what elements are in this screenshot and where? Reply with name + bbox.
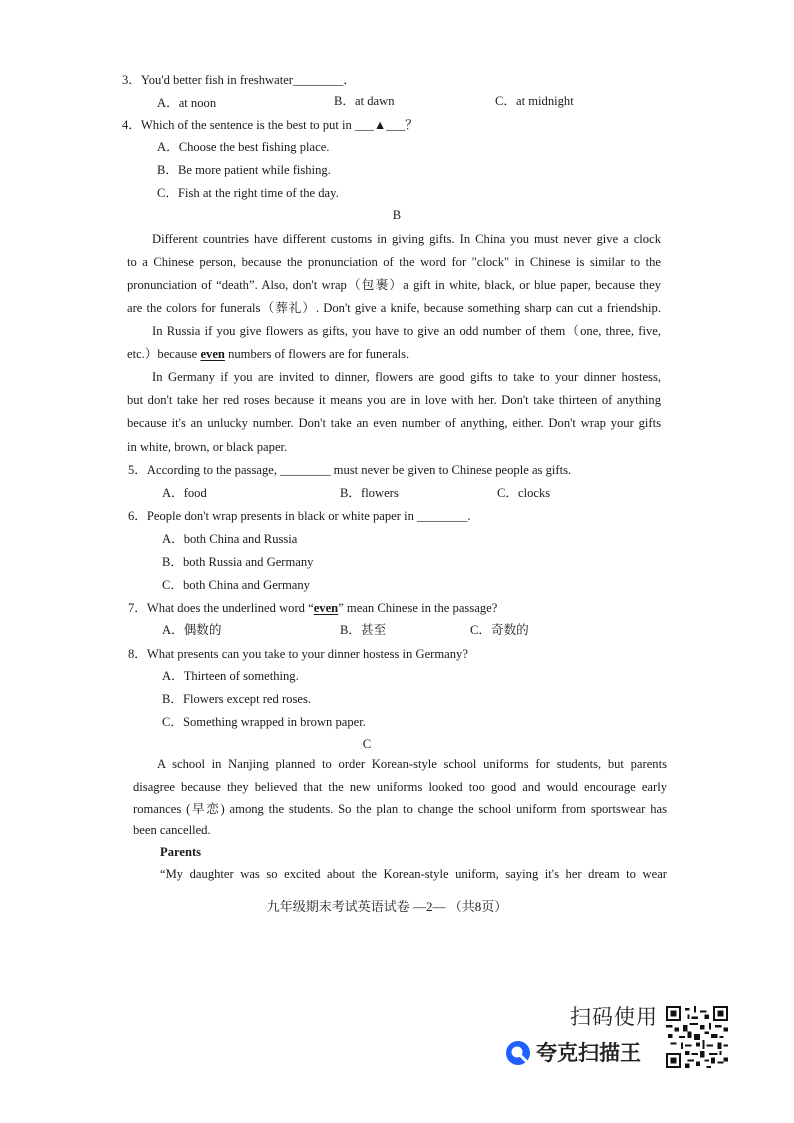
passage-c-line: romances (早恋) among the students. So the plan to change the school uniform from sportswear has (133, 802, 667, 816)
passage-c-line: A school in Nanjing planned to order Korean-style school uniforms for students, but parents (157, 757, 667, 771)
question-4: 4．Which of the sentence is the best to put in ___▲___？ (122, 118, 418, 132)
section-b-heading: B (392, 208, 402, 222)
underlined-word-even: even (200, 347, 225, 361)
question-6: 6．People don't wrap presents in black or white paper in ________. (128, 509, 471, 523)
passage-text: numbers of flowers are for funerals. (224, 347, 410, 361)
question-8-option-a: A．Thirteen of something. (162, 669, 299, 683)
passage-b-line: to a Chinese person, because the pronunciation of the word for "clock" in Chinese is similar to the (127, 255, 661, 269)
question-8-option-c: C．Something wrapped in brown paper. (162, 715, 366, 729)
parents-subheading: Parents (160, 845, 202, 859)
passage-c-line: been cancelled. (133, 823, 211, 837)
passage-c-line: “My daughter was so excited about the Korean-style uniform, saying it's her dream to wear (160, 867, 667, 881)
question-3: 3．You'd better fish in freshwater________． (122, 73, 356, 87)
question-3-option-c: C．at midnight (495, 94, 574, 108)
question-6-option-a: A．both China and Russia (162, 532, 298, 546)
question-4-option-b: B．Be more patient while fishing. (157, 163, 331, 177)
question-7 (128, 600, 497, 616)
question-5-option-b: B．flowers (340, 486, 399, 500)
passage-b-line: because it's an unlucky number. Don't take an even number of anything, either. Don't wrap your gifts (127, 416, 661, 430)
question-4-option-a: A．Choose the best fishing place. (157, 140, 330, 154)
scan-caption: 扫码使用 (570, 1005, 658, 1029)
question-5-option-c: C．clocks (497, 486, 551, 500)
question-3-option-a: A．at noon (157, 96, 217, 110)
question-7-option-c: C．奇数的 (470, 623, 529, 637)
question-5-option-a: A．food (162, 486, 207, 500)
question-5: 5．According to the passage, ________ must never be given to Chinese people as gifts. (128, 463, 572, 477)
passage-c-line: disagree because they believed that the new uniforms looked too good and would encourage early (133, 780, 667, 794)
question-8-option-b: B．Flowers except red roses. (162, 692, 311, 706)
question-7-option-b: B．甚至 (340, 623, 387, 637)
qr-code-icon[interactable] (666, 1006, 728, 1068)
question-3-option-b: B．at dawn (334, 94, 395, 108)
question-8: 8．What presents can you take to your dinner hostess in Germany? (128, 647, 468, 661)
passage-b-line: In Russia if you give flowers as gifts, you have to give an odd number of them（one, three, five, (152, 324, 661, 338)
passage-b-line (127, 346, 409, 362)
question-4-option-c: C．Fish at the right time of the day. (157, 186, 339, 200)
passage-b-line: but don't take her red roses because it means you are in love with her. Don't take thirteen of anything (127, 393, 661, 407)
page-footer: 九年级期末考试英语试卷 —2— （共8页） (266, 899, 508, 914)
passage-b-line: In Germany if you are invited to dinner, flowers are good gifts to take to your dinner hostess, (152, 370, 661, 384)
question-text: 7．What does the underlined word “ (128, 601, 314, 615)
question-text: ” mean Chinese in the passage? (338, 601, 498, 615)
quark-logo-icon (505, 1040, 531, 1066)
passage-b-line: in white, brown, or black paper. (127, 440, 288, 454)
section-c-heading: C (362, 737, 372, 751)
question-6-option-b: B．both Russia and Germany (162, 555, 314, 569)
underlined-word-even: even (313, 601, 339, 615)
passage-b-line: pronunciation of “death”. Also, don't wrap（包裹）a gift in white, black, or blue paper, because they (127, 278, 661, 292)
question-6-option-c: C．both China and Germany (162, 578, 310, 592)
passage-b-line: Different countries have different customs in giving gifts. In China you must never give a clock (152, 232, 661, 246)
passage-text: etc.）because (127, 347, 201, 361)
question-7-option-a: A．偶数的 (162, 623, 222, 637)
passage-b-line: are the colors for funerals（葬礼）. Don't give a knife, because something sharp can cut a friendship. (127, 301, 661, 315)
scanner-app-name: 夸克扫描王 (536, 1041, 641, 1065)
